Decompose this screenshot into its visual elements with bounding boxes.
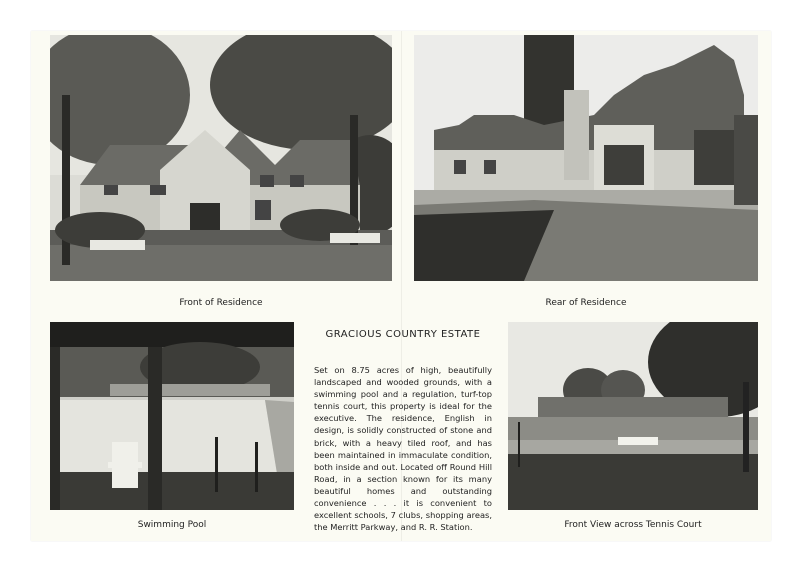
rear-of-residence-photo xyxy=(414,35,758,281)
tennis-court-photo xyxy=(508,322,758,510)
front-of-residence-caption: Front of Residence xyxy=(179,298,263,308)
feature-description: Set on 8.75 acres of high, beautifully landscaped and wooded grounds, with a swimming pool and a regulation, turf-top tennis court, this property is ideal for the executive. The residence, English in design, is solidly constructed of stone and brick, with a heavy tiled roof, and has been maintained in immaculate condition, both inside and out. Located off Round Hill Road, in a section known for its many beautiful homes and outstanding convenience . . . it is convenient to excellent schools, 7 clubs, shopping areas, the Merritt Parkway, and R. R. Station. xyxy=(314,365,492,533)
swimming-pool-caption: Swimming Pool xyxy=(137,520,207,530)
rear-of-residence-caption: Rear of Residence xyxy=(545,298,627,308)
swimming-pool-photo xyxy=(50,322,294,510)
tennis-court-caption: Front View across Tennis Court xyxy=(564,520,702,530)
front-of-residence-photo xyxy=(50,35,392,281)
feature-heading: GRACIOUS COUNTRY ESTATE xyxy=(325,329,481,340)
